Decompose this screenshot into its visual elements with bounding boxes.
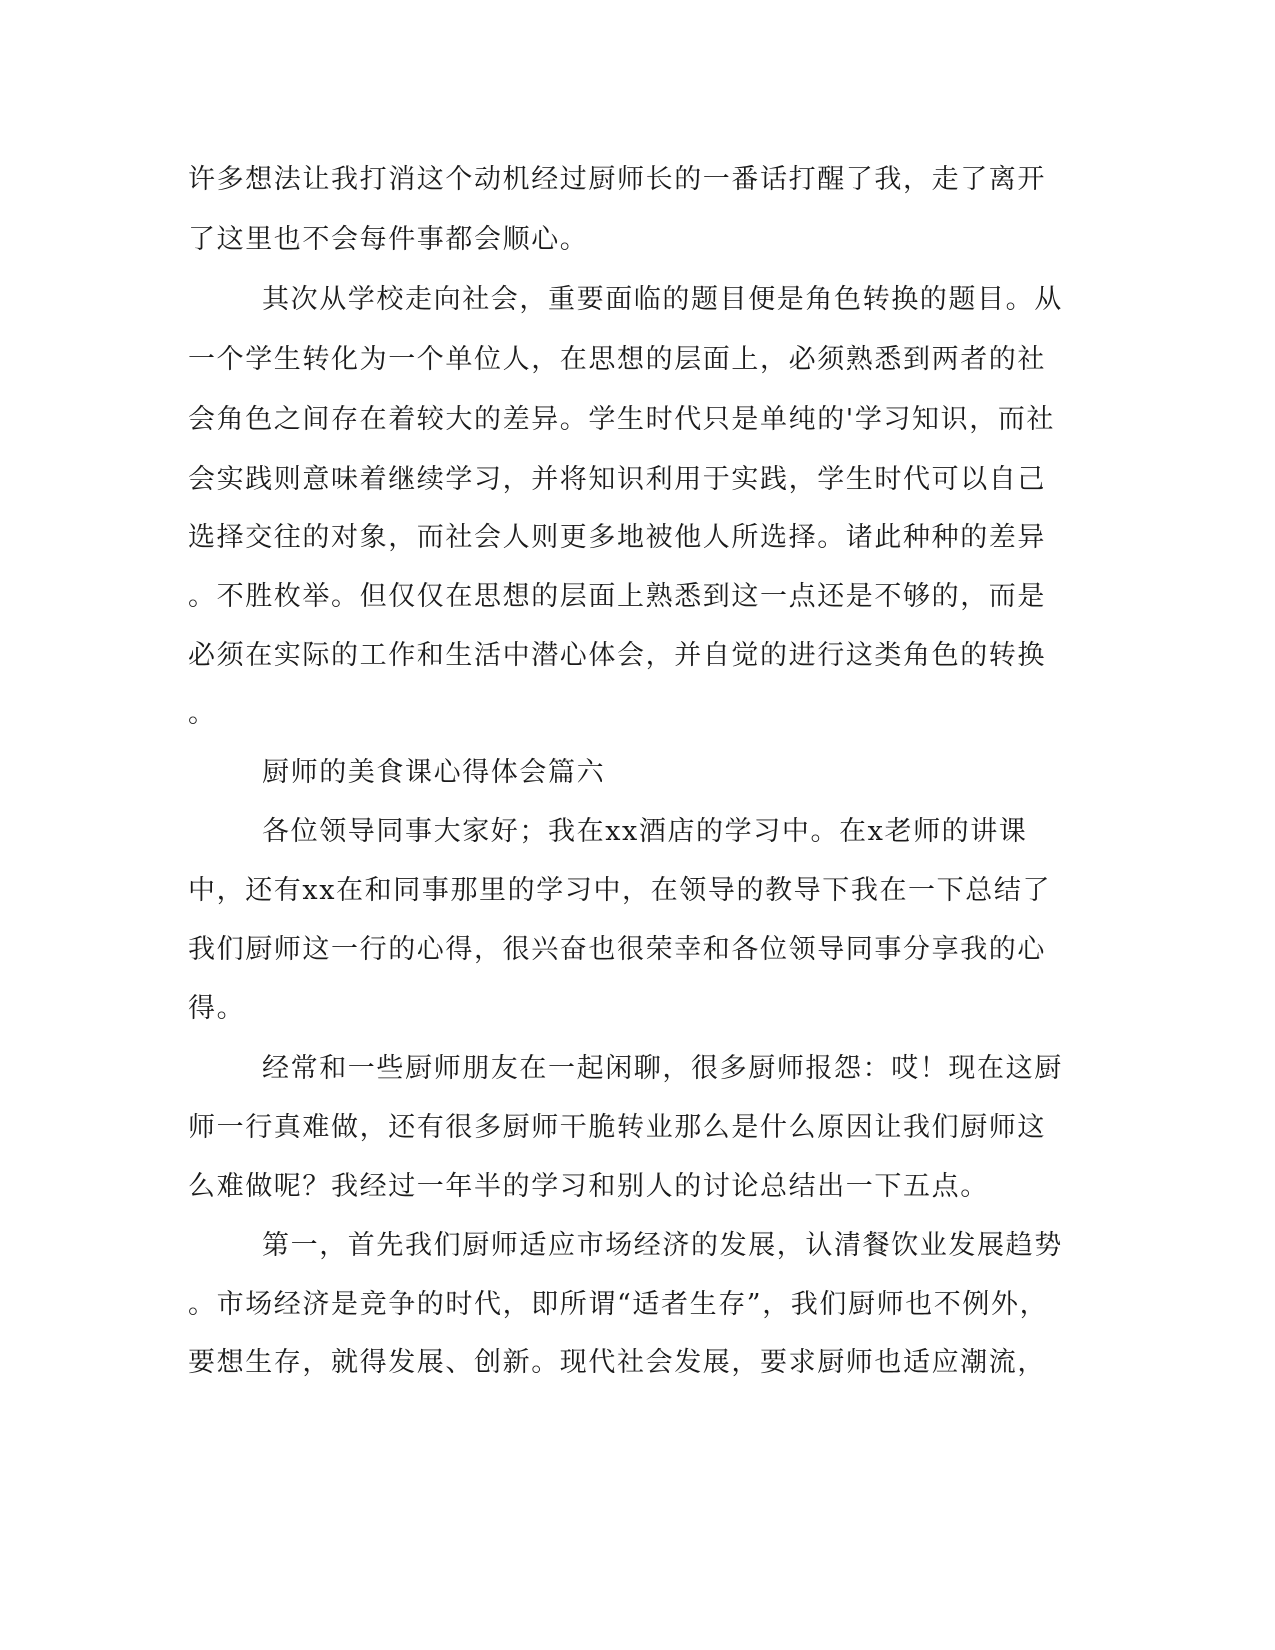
text-line: 会角色之间存在着较大的差异。学生时代只是单纯的'学习知识，而社 [188, 404, 1056, 435]
text-line: 我们厨师这一行的心得，很兴奋也很荣幸和各位领导同事分享我的心 [188, 934, 1046, 965]
paragraph-start-line: 经常和一些厨师朋友在一起闲聊，很多厨师报怨：哎！现在这厨 [262, 1053, 1063, 1084]
text-line: 要想生存，就得发展、创新。现代社会发展，要求厨师也适应潮流， [188, 1347, 1046, 1378]
text-line: 一个学生转化为一个单位人，在思想的层面上，必须熟悉到两者的社 [188, 344, 1046, 375]
text-line: 许多想法让我打消这个动机经过厨师长的一番话打醒了我，走了离开 [188, 164, 1046, 195]
text-line: 师一行真难做，还有很多厨师干脆转业那么是什么原因让我们厨师这 [188, 1112, 1046, 1143]
text-line: 会实践则意味着继续学习，并将知识利用于实践，学生时代可以自己 [188, 464, 1046, 495]
paragraph-start-line: 各位领导同事大家好；我在xx酒店的学习中。在x老师的讲课 [262, 816, 1028, 847]
text-line: 么难做呢？我经过一年半的学习和别人的讨论总结出一下五点。 [188, 1171, 989, 1202]
section-heading: 厨师的美食课心得体会篇六 [262, 757, 606, 788]
paragraph-start-line: 第一，首先我们厨师适应市场经济的发展，认清餐饮业发展趋势 [262, 1230, 1063, 1261]
text-line: 得。 [188, 993, 246, 1024]
text-line: 中，还有xx在和同事那里的学习中，在领导的教导下我在一下总结了 [188, 875, 1052, 906]
text-line: 选择交往的对象，而社会人则更多地被他人所选择。诸此种种的差异 [188, 522, 1046, 553]
text-line: 。 [188, 698, 217, 729]
paragraph-start-line: 其次从学校走向社会，重要面临的题目便是角色转换的题目。从 [262, 284, 1063, 315]
text-line: 了这里也不会每件事都会顺心。 [188, 224, 589, 255]
text-line: 。市场经济是竞争的时代，即所谓“适者生存”，我们厨师也不例外， [188, 1289, 1049, 1320]
text-line: 必须在实际的工作和生活中潜心体会，并自觉的进行这类角色的转换 [188, 640, 1046, 671]
text-line: 。不胜枚举。但仅仅在思想的层面上熟悉到这一点还是不够的，而是 [188, 581, 1046, 612]
